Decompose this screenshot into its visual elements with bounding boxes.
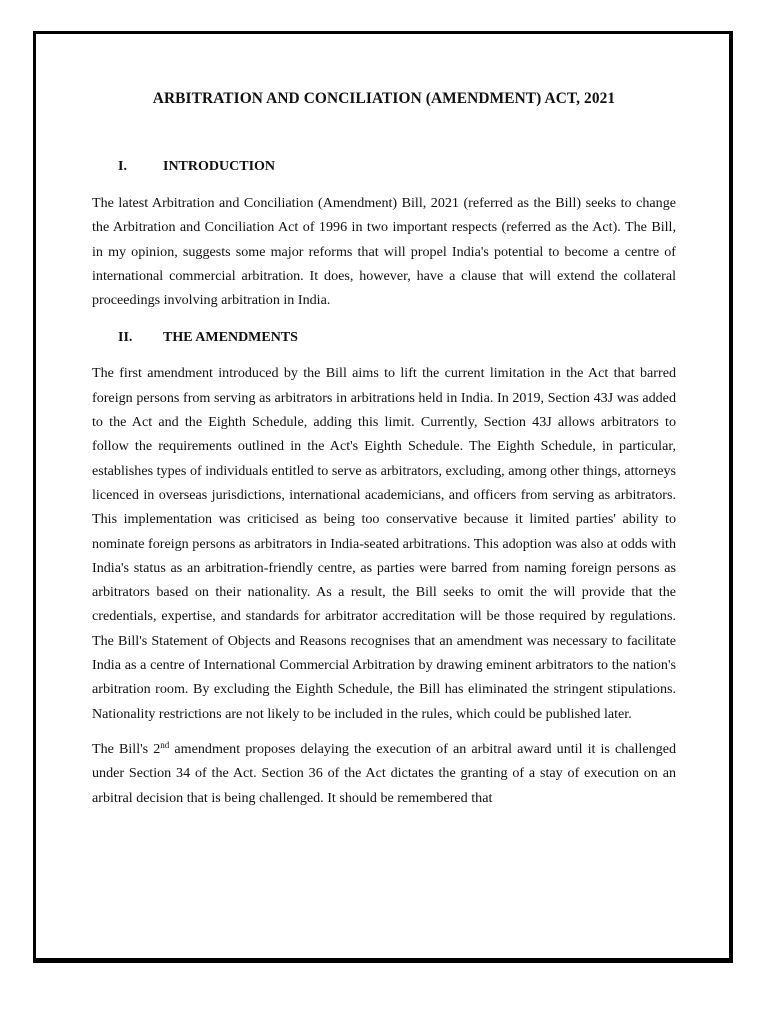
paragraph-text: amendment proposes delaying the execution of an arbitral award until it is challenged under Section 34 of the Act. Section 36 of the Act dictates the granting of a stay of execution on an arbitral decision that is being challenged. It should be remembered that [92,740,676,806]
document-body [92,88,676,810]
first-amendment-paragraph: The first amendment introduced by the Bill aims to lift the current limitation in the Act that barred foreign persons from serving as arbitrators in arbitrations held in India. In 2019, Section 43J was added to the Act and the Eighth Schedule, adding this limit. Currently, Section 43J allows arbitrators to follow the requirements outlined in the Act's Eighth Schedule. The Eighth Schedule, in particular, establishes types of individuals entitled to serve as arbitrators, excluding, among other things, attorneys licenced in overseas jurisdictions, international academicians, and officers from serving as arbitrators. This implementation was criticised as being too conservative because it limited parties' ability to nominate foreign persons as arbitrators in India-seated arbitrations. This adoption was also at odds with India's status as an arbitration-friendly centre, as parties were barred from naming foreign persons as arbitrators based on their nationality. As a result, the Bill seeks to omit the will provide that the credentials, expertise, and standards for arbitrator accreditation will be those required by regulations. The Bill's Statement of Objects and Reasons recognises that an amendment was necessary to facilitate India as a centre of International Commercial Arbitration by drawing eminent arbitrators to the nation's arbitration room. By excluding the Eighth Schedule, the Bill has eliminated the stringent stipulations. Nationality restrictions are not likely to be included in the rules, which could be published later. [92,365,676,722]
introduction-paragraph: The latest Arbitration and Conciliation (Amendment) Bill, 2021 (referred as the Bill) seeks to change the Arbitration and Conciliation Act of 1996 in two important respects (referred as the Act). The Bill, in my opinion, suggests some major reforms that will propel India's potential to become a centre of international commercial arbitration. It does, however, have a clause that will extend the collateral proceedings involving arbitration in India. [92,195,676,309]
section-number: I. [118,159,127,174]
paragraph-lead: The Bill's 2 [92,740,161,757]
section-title: THE AMENDMENTS [163,330,298,346]
document-title: ARBITRATION AND CONCILIATION (AMENDMENT) ACT, 2021 [152,90,616,107]
second-amendment-paragraph [92,737,676,810]
section-heading-amendments [92,328,676,348]
section-heading-introduction [92,157,676,177]
section-title: INTRODUCTION [163,159,276,174]
section-number: II. [118,330,133,346]
ordinal-superscript: nd [160,739,170,750]
